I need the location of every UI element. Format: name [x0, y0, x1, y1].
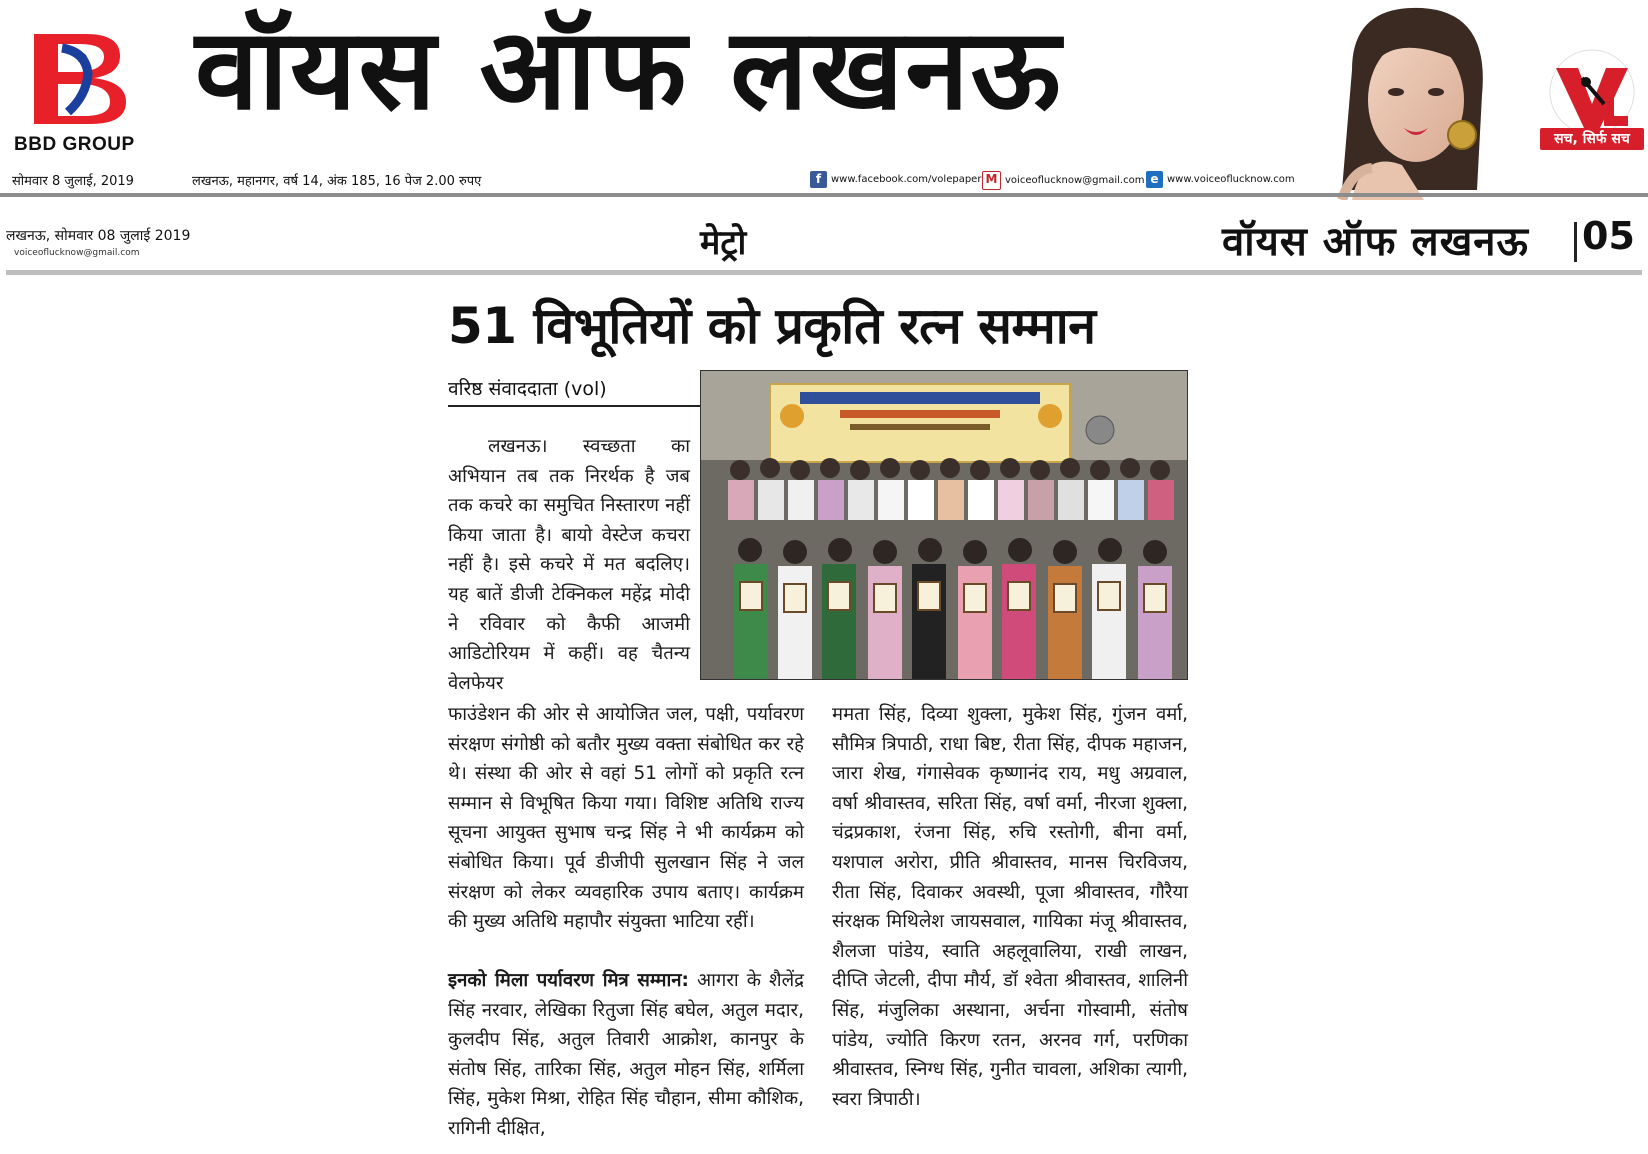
gmail-icon: M	[982, 171, 1001, 190]
article-paragraph-1: लखनऊ। स्वच्छता का अभियान तब तक निरर्थक है जब तक कचरे का समुचित निस्तारण नहीं किया जाता है। बायो वेस्टेज कचरा नहीं है। इसे कचरे में मत बदलिए। यह बातें डीजी टेक्निकल महेंद्र मोदी ने रविवार को कैफी आजमी आडिटोरियम में कहीं। वह चैतन्य वेलफेयर	[448, 436, 690, 694]
byline-rule	[448, 405, 700, 407]
article-headline: 51 विभूतियों को प्रकृति रत्न सम्मान	[448, 297, 1096, 355]
award-ceremony-photo	[700, 370, 1188, 680]
website-link[interactable]	[1146, 171, 1295, 188]
globe-icon: e	[1146, 171, 1163, 188]
awardees-subhead: इनको मिला पर्यावरण मित्र सम्मान:	[448, 970, 689, 991]
page-number-divider	[1574, 222, 1577, 262]
article-byline: वरिष्ठ संवाददाता (vol)	[448, 378, 607, 400]
facebook-url: www.facebook.com/volepaper	[831, 174, 982, 185]
email-address: voiceoflucknow@gmail.com	[1005, 175, 1145, 186]
awardees-list-part-1: आगरा के शैलेंद्र सिंह नरवार, लेखिका रितुजा सिंह बघेल, अतुल मदार, कुलदीप सिंह, अतुल तिवारी आक्रोश, कानपुर के संतोष सिंह, तारिका सिंह, अतुल मोहन सिंह, शर्मिला सिंह, मुकेश मिश्रा, रोहित सिंह चौहान, सीमा कौशिक, रागिनी दीक्षित,	[448, 970, 804, 1139]
newspaper-masthead-title: वॉयस ऑफ लखनऊ	[195, 5, 1063, 135]
email-link[interactable]	[982, 171, 1144, 190]
facebook-link[interactable]	[810, 171, 981, 188]
article-paragraph-3	[448, 966, 804, 1144]
bbd-group-label: BBD GROUP	[14, 134, 135, 155]
masthead-tagline: सच, सिर्फ सच	[1540, 128, 1644, 150]
page-email: voiceoflucknow@gmail.com	[14, 248, 140, 258]
page-dateline: लखनऊ, सोमवार 08 जुलाई 2019	[6, 228, 191, 244]
facebook-icon: f	[810, 171, 827, 188]
website-url: www.voiceoflucknow.com	[1167, 174, 1295, 185]
page-number: 05	[1582, 214, 1635, 258]
section-name: मेट्रो	[700, 223, 747, 263]
article-paragraph-2: फाउंडेशन की ओर से आयोजित जल, पक्षी, पर्यावरण संरक्षण संगोष्ठी को बतौर मुख्य वक्ता संबोधित कर रहे थे। संस्था की ओर से वहां 51 लोगों को प्रकृति रत्न सम्मान से विभूषित किया गया। विशिष्ट अतिथि राज्य सूचना आयुक्त सुभाष चन्द्र सिंह ने भी कार्यक्रम को संबोधित किया। पूर्व डीजीपी सुलखान सिंह ने जल संरक्षण को लेकर व्यवहारिक उपाय बताए। कार्यक्रम की मुख्य अतिथि महापौर संयुक्ता भाटिया रहीं।	[448, 704, 804, 933]
issue-date: सोमवार 8 जुलाई, 2019	[12, 174, 134, 189]
bbd-group-logo	[28, 30, 138, 130]
celebrity-portrait-image	[1312, 0, 1512, 200]
page-header-divider	[6, 270, 1642, 275]
masthead-divider	[0, 193, 1648, 197]
awardees-list-part-2: ममता सिंह, दिव्या शुक्ला, मुकेश सिंह, गुंजन वर्मा, सौमित्र त्रिपाठी, राधा बिष्ट, रीता सिंह, दीपक महाजन, जारा शेख, गंगासेवक कृष्णानंद राय, मधु अग्रवाल, वर्षा श्रीवास्तव, सरिता सिंह, वर्षा वर्मा, नीरजा शुक्ला, चंद्रप्रकाश, रंजना सिंह, रुचि रस्तोगी, बीना वर्मा, यशपाल अरोरा, प्रीति श्रीवास्तव, मानस चिरविजय, रीता सिंह, दिवाकर अवस्थी, पूजा श्रीवास्तव, गौरैया संरक्षक मिथिलेश जायसवाल, गायिका मंजू श्रीवास्तव, शैलजा पांडेय, स्वाति अहलूवालिया, राखी लाखन, दीप्ति जेटली, दीपा मौर्य, डॉ श्वेता श्रीवास्तव, शालिनी सिंह, मंजुलिका अस्थाना, अर्चना गोस्वामी, संतोष पांडेय, ज्योति किरण रतन, अरनव गर्ग, परणिका श्रीवास्तव, स्निग्ध सिंह, गुनीत चावला, अशिका त्यागी, स्वरा त्रिपाठी।	[832, 704, 1188, 1110]
issue-meta: लखनऊ, महानगर, वर्ष 14, अंक 185, 16 पेज 2.00 रुपए	[192, 174, 482, 189]
running-title: वॉयस ऑफ लखनऊ	[1222, 219, 1529, 265]
